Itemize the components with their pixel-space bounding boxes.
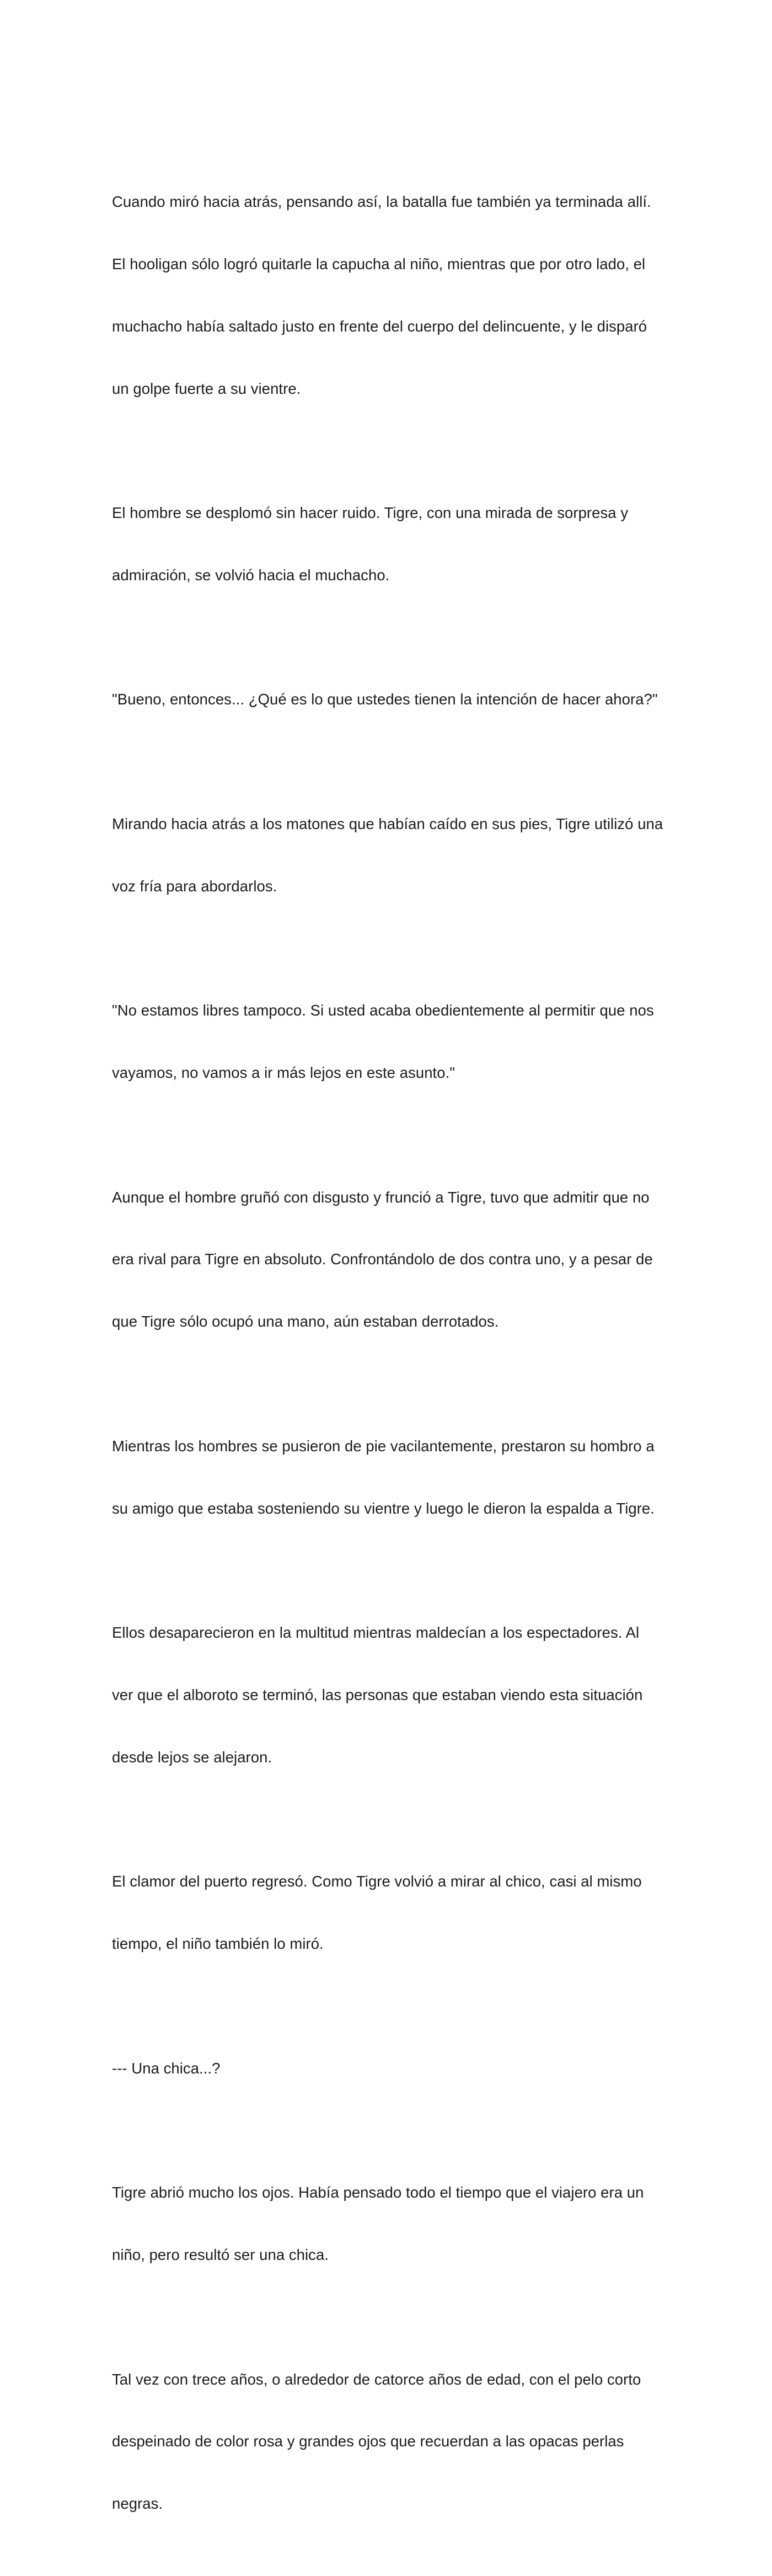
paragraph-12: [112, 2327, 669, 2556]
text-line: su amigo que estaba sosteniendo su vientre y luego le dieron la espalda a Tigre.: [112, 1499, 655, 1517]
paragraph-10: [112, 2016, 669, 2120]
text-line: muchacho había saltado justo en frente del cuerpo del delincuente, y le disparó: [112, 317, 647, 335]
paragraph-7: [112, 1394, 669, 1560]
text-line: El clamor del puerto regresó. Como Tigre volvió a mirar al chico, casi al mismo: [112, 1873, 642, 1890]
paragraph-9: [112, 1830, 669, 1996]
text-line: Cuando miró hacia atrás, pensando así, la batalla fue también ya terminada allí.: [112, 193, 651, 211]
paragraph-6: [112, 1146, 669, 1374]
text-line: Tal vez con trece años, o alrededor de catorce años de edad, con el pelo corto: [112, 2370, 641, 2388]
text-line: ver que el alboroto se terminó, las personas que estaban viendo esta situación: [112, 1686, 643, 1703]
paragraph-8: [112, 1581, 669, 1809]
text-line: negras.: [112, 2495, 163, 2513]
text-line: Aunque el hombre gruñó con disgusto y frunció a Tigre, tuvo que admitir que no: [112, 1188, 650, 1206]
text-line: un golpe fuerte a su vientre.: [112, 380, 301, 397]
text-line: --- Una chica...?: [112, 2059, 221, 2077]
paragraph-5: [112, 959, 669, 1125]
paragraph-4: [112, 772, 669, 938]
text-line: niño, pero resultó ser una chica.: [112, 2246, 329, 2263]
text-line: tiempo, el niño también lo miró.: [112, 1935, 324, 1953]
paragraph-2: [112, 461, 669, 627]
text-line: despeinado de color rosa y grandes ojos que recuerdan a las opacas perlas: [112, 2433, 624, 2450]
text-line: Ellos desaparecieron en la multitud mientras maldecían a los espectadores. Al: [112, 1624, 640, 1642]
text-line: que Tigre sólo ocupó una mano, aún estaban derrotados.: [112, 1313, 499, 1330]
paragraph-1: [112, 150, 669, 440]
document-text-body: [112, 150, 669, 2576]
text-line: Mientras los hombres se pusieron de pie vacilantemente, prestaron su hombro a: [112, 1437, 655, 1455]
paragraph-3: [112, 648, 669, 751]
text-line: El hooligan sólo logró quitarle la capucha al niño, mientras que por otro lado, el: [112, 255, 646, 272]
paragraph-11: [112, 2141, 669, 2307]
text-line: vayamos, no vamos a ir más lejos en este asunto.": [112, 1064, 455, 1082]
text-line: desde lejos se alejaron.: [112, 1748, 272, 1766]
text-line: admiración, se volvió hacia el muchacho.: [112, 566, 390, 584]
text-line: Mirando hacia atrás a los matones que habían caído en sus pies, Tigre utilizó una: [112, 815, 663, 832]
text-line: "No estamos libres tampoco. Si usted acaba obedientemente al permitir que nos: [112, 1002, 654, 1019]
text-line: "Bueno, entonces... ¿Qué es lo que ustedes tienen la intención de hacer ahora?": [112, 691, 658, 708]
text-line: era rival para Tigre en absoluto. Confrontándolo de dos contra uno, y a pesar de: [112, 1250, 653, 1268]
text-line: El hombre se desplomó sin hacer ruido. Tigre, con una mirada de sorpresa y: [112, 504, 629, 522]
text-line: voz fría para abordarlos.: [112, 877, 277, 895]
text-line: Tigre abrió mucho los ojos. Había pensado todo el tiempo que el viajero era un: [112, 2184, 644, 2201]
